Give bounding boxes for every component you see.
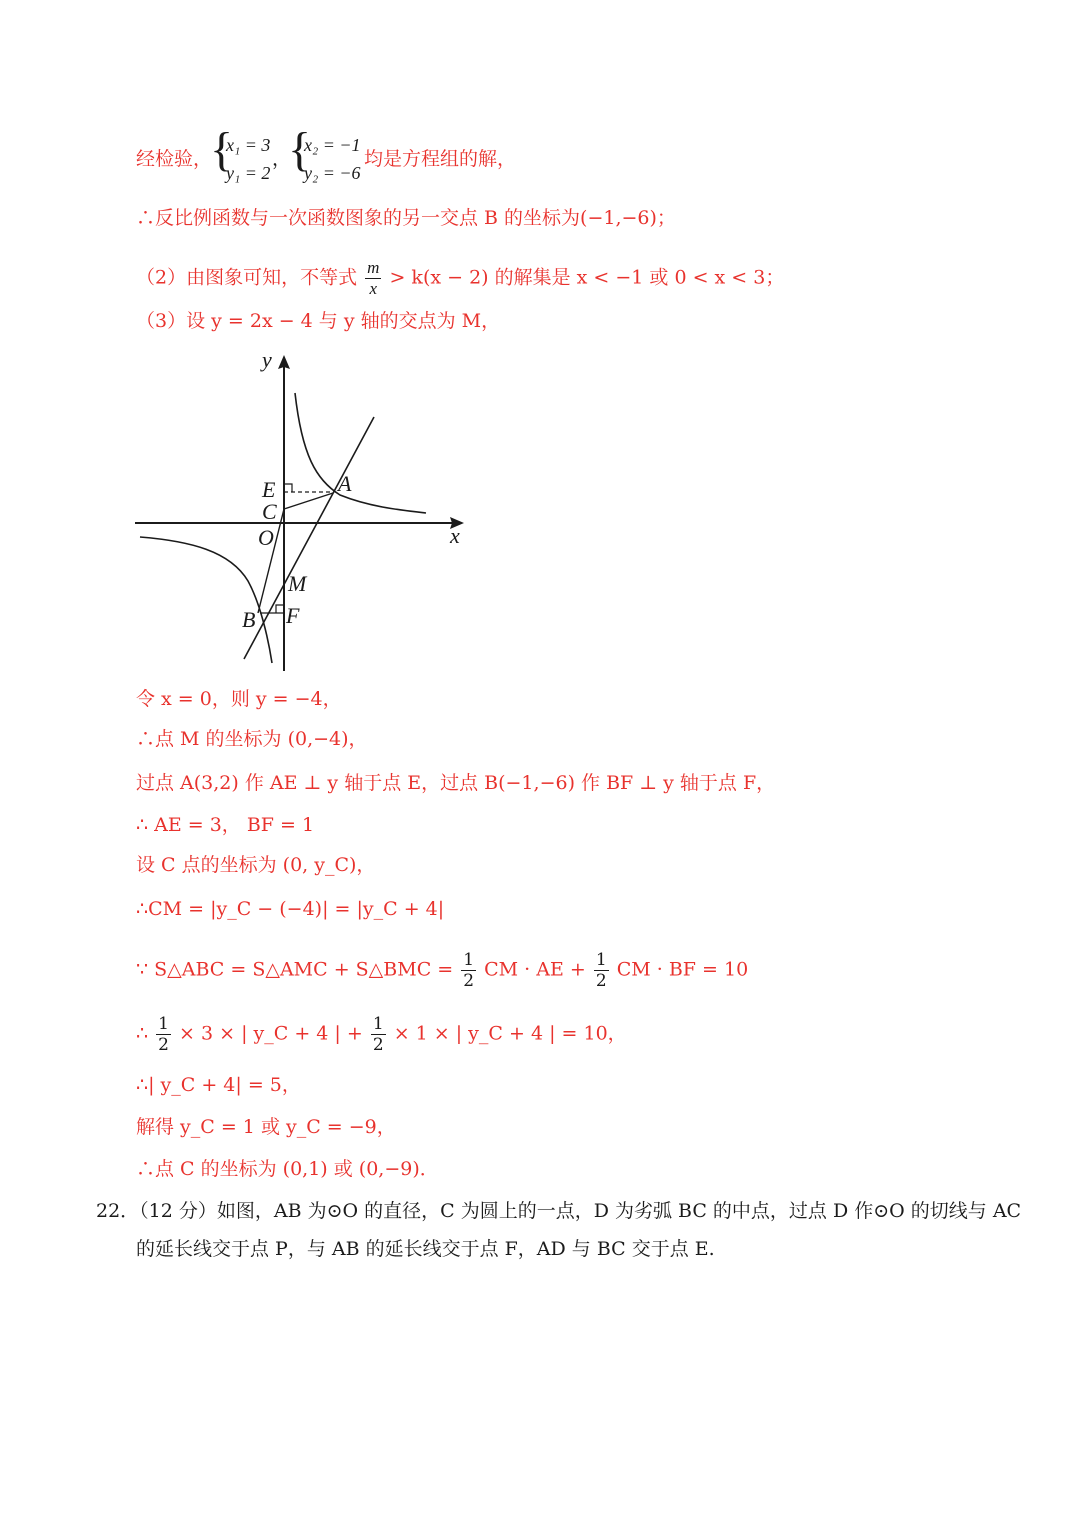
- y-axis-arrow: [278, 355, 290, 369]
- half-numerator: 1: [463, 950, 475, 970]
- system-2-eq2: y₂ = −6: [304, 163, 361, 183]
- label-m: M: [288, 571, 307, 596]
- half-denominator: 2: [463, 971, 475, 991]
- line-point-b: ∴反比例函数与一次函数图象的另一交点 B 的坐标为(−1,−6)；: [136, 207, 676, 229]
- area-eq-mid: × 3 × | y_C + 4 | +: [179, 1022, 363, 1045]
- line-point-m: ∴点 M 的坐标为 (0,−4)，: [136, 728, 368, 750]
- area-post: CM · BF = 10: [616, 958, 749, 981]
- label-y: y: [262, 347, 272, 372]
- label-o: O: [258, 525, 274, 550]
- label-f: F: [286, 603, 300, 628]
- fraction-half-3: [156, 1014, 171, 1055]
- line-solve: 解得 y_C = 1 或 y_C = −9，: [136, 1116, 396, 1138]
- label-a: A: [338, 471, 352, 496]
- half-numerator: 1: [158, 1014, 169, 1034]
- line-set-c: 设 C 点的坐标为 (0, y_C)，: [136, 854, 376, 876]
- line-perpendiculars: 过点 A(3,2) 作 AE ⊥ y 轴于点 E，过点 B(−1,−6) 作 BF ⊥ y 轴于点 F，: [136, 772, 776, 794]
- inequality-pre: （2）由图象可知，不等式: [136, 266, 358, 289]
- fraction-m-over-x: [365, 258, 381, 299]
- half-numerator: 1: [595, 950, 607, 970]
- area-pre: ∵ S△ABC = S△AMC + S△BMC =: [136, 958, 454, 981]
- label-b: B: [242, 607, 256, 632]
- area-eq-pre: ∴: [136, 1022, 149, 1045]
- fraction-half-1: [461, 950, 476, 991]
- verify-tail: 均是方程组的解，: [364, 148, 517, 170]
- fraction-half-2: [594, 950, 609, 991]
- area-eq-post: × 1 × | y_C + 4 | = 10，: [393, 1022, 627, 1045]
- line-cm: ∴CM = |y_C − (−4)| = |y_C + 4|: [136, 898, 445, 920]
- half-numerator: 1: [372, 1014, 384, 1034]
- fraction-half-4: [371, 1014, 386, 1055]
- hyperbola-branch-1: [295, 393, 426, 513]
- line-let-x: 令 x = 0，则 y = −4，: [136, 688, 342, 710]
- system-separator: ，: [272, 148, 292, 170]
- line-ae-bf: ∴ AE = 3， BF = 1: [136, 814, 315, 836]
- system-1-eq2: y₁ = 2: [226, 163, 271, 183]
- verify-label: 经检验，: [136, 148, 213, 170]
- half-denominator: 2: [595, 971, 607, 991]
- line-part3: （3）设 y = 2x − 4 与 y 轴的交点为 M，: [136, 310, 501, 332]
- brace-1: {: [210, 123, 234, 176]
- line-area-eq: [136, 1014, 627, 1055]
- fraction-denominator: x: [369, 279, 378, 298]
- question-22-line-1: 22．（12 分）如图，AB 为⊙O 的直径，C 为圆上的一点，D 为劣弧 BC 的中点，过点 D 作⊙O 的切线与 AC: [96, 1200, 1022, 1222]
- line-point-c: ∴点 C 的坐标为 (0,1) 或 (0,−9)．: [136, 1158, 439, 1180]
- label-x: x: [450, 523, 460, 548]
- area-mid: CM · AE +: [484, 958, 586, 981]
- right-angle-e: [284, 484, 292, 492]
- system-1-eq1: x₁ = 3: [226, 135, 271, 155]
- fraction-numerator: m: [367, 258, 380, 277]
- line-area-sum: [136, 950, 748, 991]
- function-graph: [130, 345, 470, 675]
- right-angle-f: [276, 605, 284, 613]
- label-c: C: [262, 499, 277, 524]
- inequality-post: > k(x − 2) 的解集是 x < −1 或 0 < x < 3；: [389, 266, 785, 289]
- question-22-line-2: 的延长线交于点 P，与 AB 的延长线交于点 F，AD 与 BC 交于点 E.: [136, 1238, 715, 1260]
- brace-2: {: [288, 123, 312, 176]
- label-e: E: [262, 477, 276, 502]
- line-inequality: [136, 258, 784, 299]
- line-verify: [136, 146, 212, 172]
- line-abs-value: ∴| y_C + 4| = 5，: [136, 1074, 301, 1096]
- half-denominator: 2: [372, 1035, 384, 1055]
- half-denominator: 2: [158, 1035, 169, 1055]
- system-2-eq1: x₂ = −1: [304, 135, 361, 155]
